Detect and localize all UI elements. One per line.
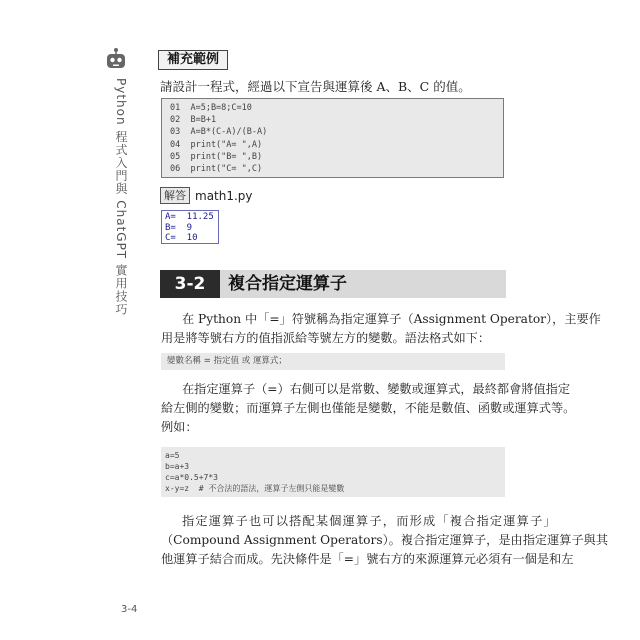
answer-label: 解答 bbox=[160, 187, 190, 204]
paragraph-line: 例如： bbox=[161, 420, 198, 434]
code-block bbox=[161, 98, 504, 178]
example-comment: 不合法的語法，運算子左側只能是變數 bbox=[208, 484, 345, 493]
code-line: 06 print("C= ",C) bbox=[170, 164, 263, 175]
output-block bbox=[161, 210, 219, 244]
example-code: c=a*0.5+7*3 bbox=[165, 473, 218, 482]
answer-row bbox=[160, 187, 253, 204]
supplement-heading bbox=[158, 50, 228, 70]
paragraph-line: 給左側的變數；而運算子左側也僅能是變數，不能是數值、函數或運算式等。 bbox=[161, 401, 576, 415]
robot-icon bbox=[103, 46, 129, 72]
example-code-block bbox=[161, 447, 505, 497]
example-line bbox=[165, 483, 501, 494]
example-code: a=5 bbox=[165, 451, 180, 460]
output-line: A= 11.25 bbox=[165, 212, 214, 222]
example-code: b=a+3 bbox=[165, 462, 190, 471]
section-number: 3-2 bbox=[160, 270, 220, 298]
paragraph-line: 在 Python 中「=」符號稱為指定運算子（Assignment Operator），主要作 bbox=[182, 312, 601, 326]
intro-text: 請設計一程式，經過以下宣告與運算後 A、B、C 的值。 bbox=[160, 79, 471, 94]
example-line bbox=[165, 472, 501, 483]
output-line: B= 9 bbox=[165, 222, 193, 233]
code-line: 04 print("A= ",A) bbox=[170, 139, 263, 150]
example-line bbox=[165, 450, 501, 461]
page-number: 3-4 bbox=[121, 604, 138, 615]
example-code: x-y=z # bbox=[165, 484, 209, 493]
side-book-title: Python 程式入門與 ChatGPT 實用技巧 bbox=[114, 78, 128, 316]
code-line: 02 B=B+1 bbox=[170, 115, 217, 126]
paragraph-line: 他運算子結合而成。先決條件是「=」號右方的來源運算元必須有一個是和左 bbox=[161, 552, 574, 566]
code-line: 01 A=5;B=8;C=10 bbox=[170, 103, 252, 113]
paragraph-line: （Compound Assignment Operators）。複合指定運算子，是由指定運算子與其 bbox=[161, 533, 609, 547]
answer-file: math1.py bbox=[195, 188, 253, 203]
example-line bbox=[165, 461, 501, 472]
paragraph-line: 用是將等號右方的值指派給等號左方的變數。語法格式如下： bbox=[161, 331, 491, 345]
paragraph-line: 指定運算子也可以搭配某個運算子，而形成「複合指定運算子」 bbox=[182, 514, 557, 528]
paragraph-line: 在指定運算子（=）右側可以是常數、變數或運算式，最終都會將值指定 bbox=[182, 382, 571, 396]
code-line: 05 print("B= ",B) bbox=[170, 151, 263, 162]
supplement-label: 補充範例 bbox=[158, 50, 228, 70]
code-line: 03 A=B*(C-A)/(B-A) bbox=[170, 127, 268, 138]
syntax-format-box: 變數名稱 = 指定值 或 運算式； bbox=[161, 353, 505, 370]
section-title: 複合指定運算子 bbox=[228, 274, 347, 294]
output-line: C= 10 bbox=[165, 233, 198, 243]
